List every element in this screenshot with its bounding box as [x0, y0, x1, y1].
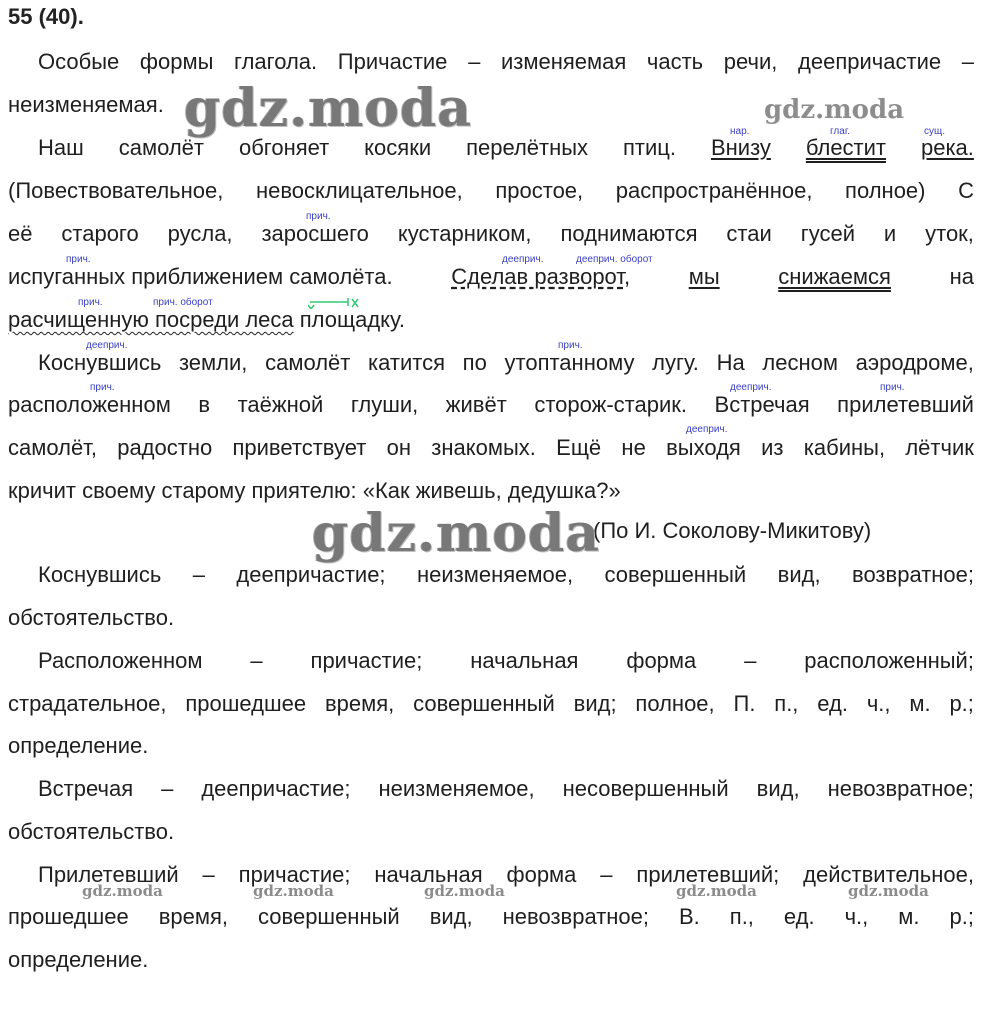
watermark-logo: gdz.moda: [312, 503, 601, 564]
word: знакомых.: [431, 435, 536, 460]
word: ед.: [783, 904, 815, 929]
watermark-logo: gdz.moda: [253, 882, 334, 900]
word: С: [958, 178, 974, 203]
word: расположенный;: [804, 648, 974, 673]
text-line: [8, 219, 974, 249]
word: неизменяемое,: [378, 776, 535, 801]
word: –: [961, 49, 974, 74]
annotation-tag: дееприч.: [502, 254, 544, 265]
text-line: [8, 133, 974, 163]
word: время,: [324, 691, 395, 716]
word: несовершенный: [562, 776, 729, 801]
word: Особые: [38, 49, 120, 74]
word: заросшего: [261, 221, 369, 246]
word: вид,: [429, 904, 473, 929]
word: форма: [626, 648, 697, 673]
word: поднимаются: [560, 221, 698, 246]
word: прилетевший;: [636, 862, 780, 887]
word: –: [250, 648, 263, 673]
watermark-logo: gdz.moda: [676, 882, 757, 900]
watermark-logo: gdz.moda: [184, 78, 473, 139]
word: лётчик: [905, 435, 974, 460]
word: ч.,: [866, 691, 891, 716]
annotation-tag: прич.: [90, 382, 115, 393]
word: страдательное,: [8, 691, 167, 716]
word: невозвратное;: [827, 776, 974, 801]
underlined-phrase: Сделав разворот: [451, 264, 624, 289]
word: не: [621, 435, 646, 460]
text-line: [8, 603, 974, 633]
text-fragment: определение.: [8, 733, 149, 758]
annotation-tag: дееприч.: [686, 424, 728, 435]
word: причастие;: [238, 862, 351, 887]
word: живёт: [445, 392, 507, 417]
underlined-word: река.: [920, 135, 974, 160]
word: –: [744, 648, 757, 673]
text-line: [8, 646, 974, 676]
word: На: [716, 350, 745, 375]
word: вид,: [777, 562, 821, 587]
word: глуши,: [350, 392, 419, 417]
text-fragment: площадку.: [293, 307, 405, 332]
word: совершенный: [604, 562, 747, 587]
word: в: [198, 392, 211, 417]
word: Встречая: [714, 392, 810, 417]
word: п.,: [729, 904, 754, 929]
annotation-tag: прич.: [880, 382, 905, 393]
word: уток,: [925, 221, 974, 246]
word: кустарником,: [397, 221, 532, 246]
word: из: [761, 435, 784, 460]
text-line: [8, 348, 974, 378]
watermark-logo: gdz.moda: [764, 95, 905, 125]
word: м.: [909, 691, 931, 716]
exercise-number: 55 (40).: [8, 4, 84, 29]
word: вид;: [573, 691, 617, 716]
word: начальная: [470, 648, 579, 673]
word: приветствует: [232, 435, 367, 460]
word: Прилетевший: [38, 862, 179, 887]
word: форма: [506, 862, 577, 887]
text-fragment: испуганных приближением самолёта.: [8, 264, 393, 289]
annotation-tag: дееприч.: [86, 340, 128, 351]
annotation-tag: сущ.: [924, 126, 946, 137]
text-line: [8, 476, 974, 506]
word: (Повествовательное,: [8, 178, 224, 203]
underlined-word: снижаемся: [778, 264, 891, 289]
text-line: [8, 774, 974, 804]
underlined-word: мы: [688, 264, 720, 289]
word: п.,: [774, 691, 799, 716]
word: распространённое,: [615, 178, 813, 203]
annotation-tag: прич.: [306, 211, 331, 222]
word: лесном: [762, 350, 838, 375]
word: русла,: [167, 221, 233, 246]
word: самолёт: [265, 350, 351, 375]
word: земли,: [178, 350, 248, 375]
word: Расположенном: [38, 648, 203, 673]
word: невозвратное;: [502, 904, 650, 929]
word: самолёт,: [8, 435, 97, 460]
text-line: [8, 433, 974, 463]
word: аэродроме,: [855, 350, 974, 375]
annotation-tag: дееприч.: [730, 382, 772, 393]
annotation-tag: прич. оборот: [153, 297, 213, 308]
word: косяки: [364, 135, 432, 160]
word: прошедшее: [185, 691, 307, 716]
word: формы: [139, 49, 214, 74]
word: и: [883, 221, 897, 246]
word: м.: [898, 904, 920, 929]
word: птиц.: [623, 135, 677, 160]
word: вид,: [756, 776, 800, 801]
word: стаи: [726, 221, 772, 246]
word: полное): [845, 178, 926, 203]
word: ч.,: [844, 904, 869, 929]
watermark-logo: gdz.moda: [424, 882, 505, 900]
text-line: [8, 305, 974, 335]
word: гусей: [800, 221, 855, 246]
text-fragment: обстоятельство.: [8, 819, 175, 844]
annotation-tag: прич.: [78, 297, 103, 308]
text-line: [8, 176, 974, 206]
word: сторож-старик.: [534, 392, 687, 417]
text-line: [8, 390, 974, 420]
word: перелётных: [466, 135, 589, 160]
word: её: [8, 221, 33, 246]
word: Ещё: [556, 435, 602, 460]
word: самолёт: [118, 135, 204, 160]
word: старого: [61, 221, 139, 246]
underlined-word: Внизу: [710, 135, 771, 160]
word: Причастие: [337, 49, 448, 74]
word: полное,: [635, 691, 715, 716]
word: обгоняет: [238, 135, 330, 160]
word: утоптанному: [504, 350, 635, 375]
word: –: [202, 862, 215, 887]
word: прилетевший: [837, 392, 974, 417]
text-line: [8, 902, 974, 932]
annotation-tag: прич.: [558, 340, 583, 351]
word: радостно: [117, 435, 213, 460]
word: глагола.: [234, 49, 318, 74]
text-line: [8, 817, 974, 847]
source-attribution: (По И. Соколову-Микитову): [593, 518, 872, 543]
word: совершенный: [413, 691, 555, 716]
word: Коснувшись: [38, 562, 162, 587]
word: он: [386, 435, 411, 460]
word: речи,: [723, 49, 778, 74]
word: неизменяемое,: [416, 562, 574, 587]
word: кабины,: [803, 435, 886, 460]
watermark-logo: gdz.moda: [82, 882, 163, 900]
word: катится: [368, 350, 445, 375]
text-fragment: определение.: [8, 947, 149, 972]
word: деепричастие: [798, 49, 942, 74]
word: –: [192, 562, 205, 587]
word: –: [468, 49, 481, 74]
annotation-tag: нар.: [730, 126, 750, 137]
word: изменяемая: [500, 49, 627, 74]
word: простое,: [495, 178, 584, 203]
text-line: [8, 560, 974, 590]
word: выходя: [666, 435, 741, 460]
text-line: [8, 731, 974, 761]
text-fragment: обстоятельство.: [8, 605, 175, 630]
word: В.: [679, 904, 700, 929]
text-fragment: ,: [623, 264, 631, 289]
text-fragment: неизменяемая.: [8, 92, 164, 117]
text-line: [8, 262, 974, 292]
word: р.;: [949, 691, 974, 716]
text-fragment: кричит своему старому приятелю: «Как живешь, дедушка?»: [8, 478, 621, 503]
word: невосклицательное,: [255, 178, 463, 203]
word: –: [600, 862, 613, 887]
word: ед.: [817, 691, 848, 716]
underlined-phrase: расчищенную посреди леса: [8, 307, 294, 332]
watermark-logo: gdz.moda: [848, 882, 929, 900]
word: р.;: [949, 904, 974, 929]
word: действительное,: [803, 862, 974, 887]
annotation-tag: дееприч. оборот: [576, 254, 653, 265]
underlined-word: блестит: [805, 135, 887, 160]
word: таёжной: [237, 392, 324, 417]
word: прошедшее: [8, 904, 129, 929]
annotation-tag: прич.: [66, 254, 91, 265]
word: деепричастие;: [201, 776, 351, 801]
text-line: [8, 689, 974, 719]
word: начальная: [374, 862, 483, 887]
word: расположенном: [8, 392, 171, 417]
word: Коснувшись: [38, 350, 162, 375]
word: часть: [646, 49, 704, 74]
text-line: [8, 47, 974, 77]
word: П.: [733, 691, 756, 716]
word: совершенный: [258, 904, 400, 929]
text-fragment: [451, 262, 630, 292]
word: –: [161, 776, 174, 801]
word: причастие;: [310, 648, 423, 673]
text-line: [8, 945, 974, 975]
word: возвратное;: [852, 562, 974, 587]
word: лугу.: [652, 350, 699, 375]
word: время,: [158, 904, 229, 929]
word: Встречая: [38, 776, 134, 801]
word: по: [462, 350, 487, 375]
annotation-tag: глаг.: [830, 126, 851, 137]
word: деепричастие;: [236, 562, 386, 587]
word: Наш: [38, 135, 84, 160]
text-fragment: на: [949, 264, 974, 289]
